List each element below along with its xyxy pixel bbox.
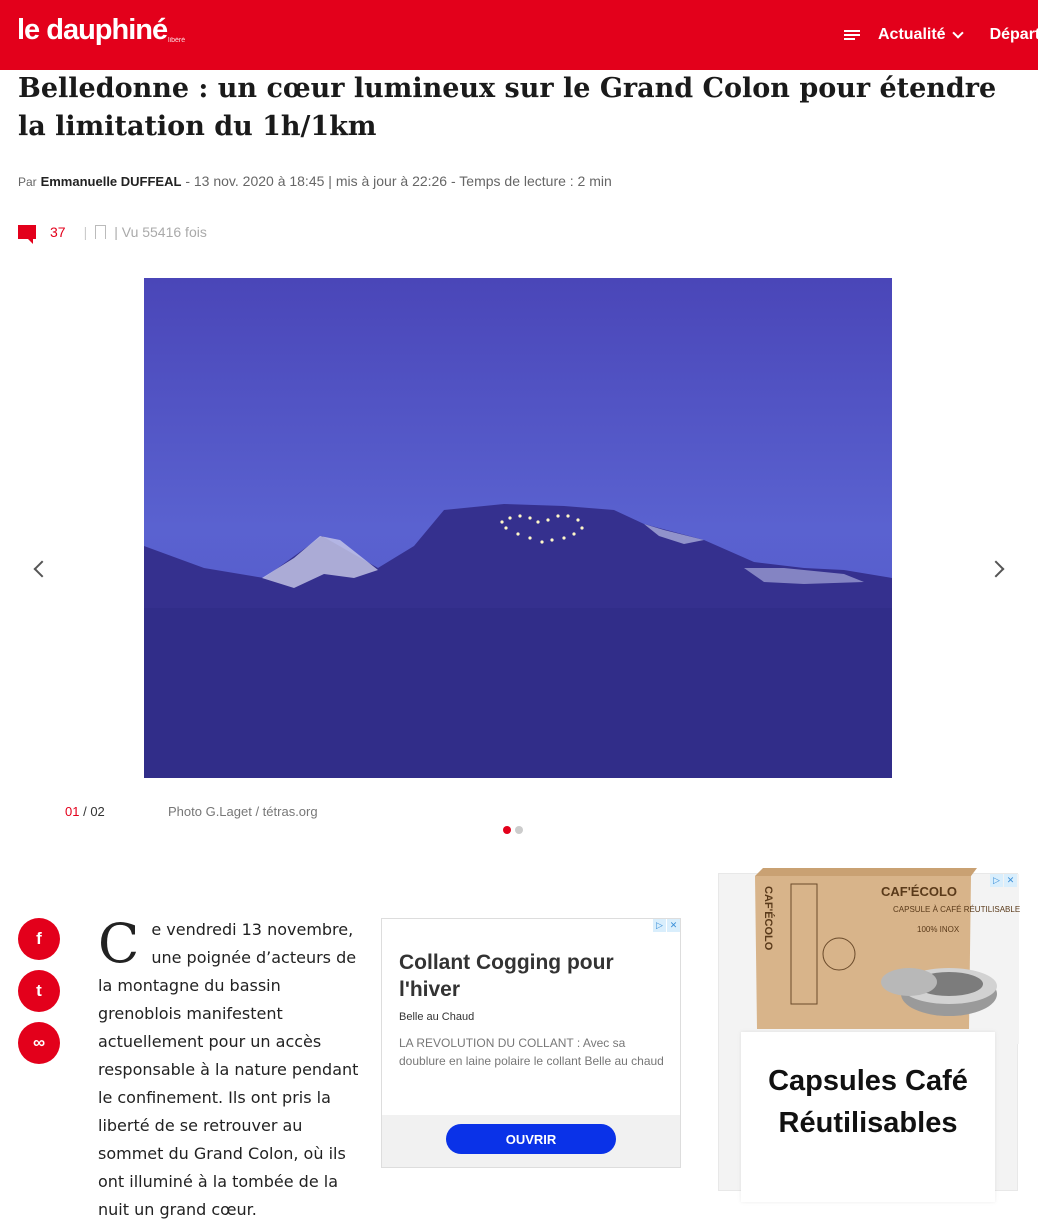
site-logo[interactable]: le dauphiné: [17, 14, 168, 46]
ad-box-brand: CAF'ÉCOLO: [762, 886, 774, 951]
mountain-photo: [144, 278, 892, 778]
gallery-counter: [65, 804, 105, 819]
gallery-total: / 02: [83, 804, 105, 819]
facebook-icon: f: [36, 929, 42, 948]
ad-cafecolo[interactable]: [718, 873, 1021, 1191]
ad-heading[interactable]: Capsules Café Réutilisables: [768, 1065, 968, 1139]
ad-card[interactable]: [741, 1032, 995, 1202]
ad-tagline: CAPSULE À CAFÉ RÉUTILISABLE: [893, 905, 1021, 914]
facebook-share-button[interactable]: [18, 918, 60, 960]
gallery-prev-arrow[interactable]: [34, 561, 51, 578]
ad-material: 100% INOX: [917, 925, 960, 934]
ad-close-icon[interactable]: ✕: [667, 919, 680, 932]
site-logo-sub: libéré: [168, 37, 186, 44]
gallery-dots: [503, 826, 523, 834]
chevron-down-icon[interactable]: [952, 27, 963, 38]
ad-source: Belle au Chaud: [399, 1011, 475, 1023]
ad-info-icon[interactable]: ▷: [990, 874, 1003, 887]
photo-credit: Photo G.Laget / tétras.org: [168, 804, 318, 819]
publish-meta: - 13 nov. 2020 à 18:45 | mis à jour à 22:26 - Temps de lecture : 2 min: [185, 173, 612, 189]
ad-footer: [382, 1115, 680, 1167]
gallery-current: 01: [65, 804, 80, 819]
twitter-icon: t: [36, 981, 42, 1000]
adchoices-icon[interactable]: [990, 874, 1017, 887]
article-stats: [18, 224, 207, 240]
ad-description: LA REVOLUTION DU COLLANT : Avec sa doublure en laine polaire le collant Belle au chaud: [399, 1036, 664, 1068]
drop-cap: C: [98, 912, 140, 975]
separator: |: [83, 224, 88, 240]
adchoices-icon[interactable]: [653, 919, 680, 932]
ad-info-icon[interactable]: ▷: [653, 919, 666, 932]
gallery-photo[interactable]: [144, 278, 892, 778]
views-count: | Vu 55416 fois: [114, 224, 207, 240]
comment-icon[interactable]: [18, 225, 36, 239]
article-paragraph: e vendredi 13 novembre, une poignée d’acteurs de la montagne du bassin grenoblois manifestent actuellement pour un accès responsable à la nature pendant le confinement. Ils ont pris la liberté de se retrouver au sommet du Grand Colon, où ils ont illuminé à la tombée de la nuit un grand cœur.: [98, 920, 359, 1219]
article-title: Belledonne : un cœur lumineux sur le Grand Colon pour étendre la limitation du 1h/1km: [18, 73, 997, 142]
author-link[interactable]: Emmanuelle DUFFEAL: [40, 174, 182, 189]
byline: [18, 173, 612, 189]
ad-brand: CAF'ÉCOLO: [881, 884, 958, 899]
twitter-share-button[interactable]: [18, 970, 60, 1012]
nav-item-actualite[interactable]: Actualité: [878, 26, 946, 43]
ad-open-button[interactable]: OUVRIR: [446, 1124, 616, 1154]
site-header: [0, 0, 1049, 70]
ad-collant[interactable]: [381, 918, 681, 1168]
byline-prefix: Par: [18, 175, 37, 189]
gallery-next-arrow[interactable]: [988, 561, 1005, 578]
gallery-dot[interactable]: [503, 826, 511, 834]
link-icon: ∞: [32, 1033, 46, 1052]
ad-product-image: [719, 874, 1019, 1044]
main-nav: [844, 24, 1049, 46]
bookmark-icon[interactable]: [95, 225, 106, 239]
copy-link-button[interactable]: [18, 1022, 60, 1064]
article-body: [98, 912, 360, 1224]
ad-close-icon[interactable]: ✕: [1004, 874, 1017, 887]
gallery-dot[interactable]: [515, 826, 523, 834]
comments-count[interactable]: 37: [50, 224, 66, 240]
menu-icon[interactable]: [844, 29, 860, 41]
nav-item-departements[interactable]: Départe: [989, 26, 1049, 43]
ad-title[interactable]: Collant Cogging pour l'hiver: [399, 951, 614, 1001]
